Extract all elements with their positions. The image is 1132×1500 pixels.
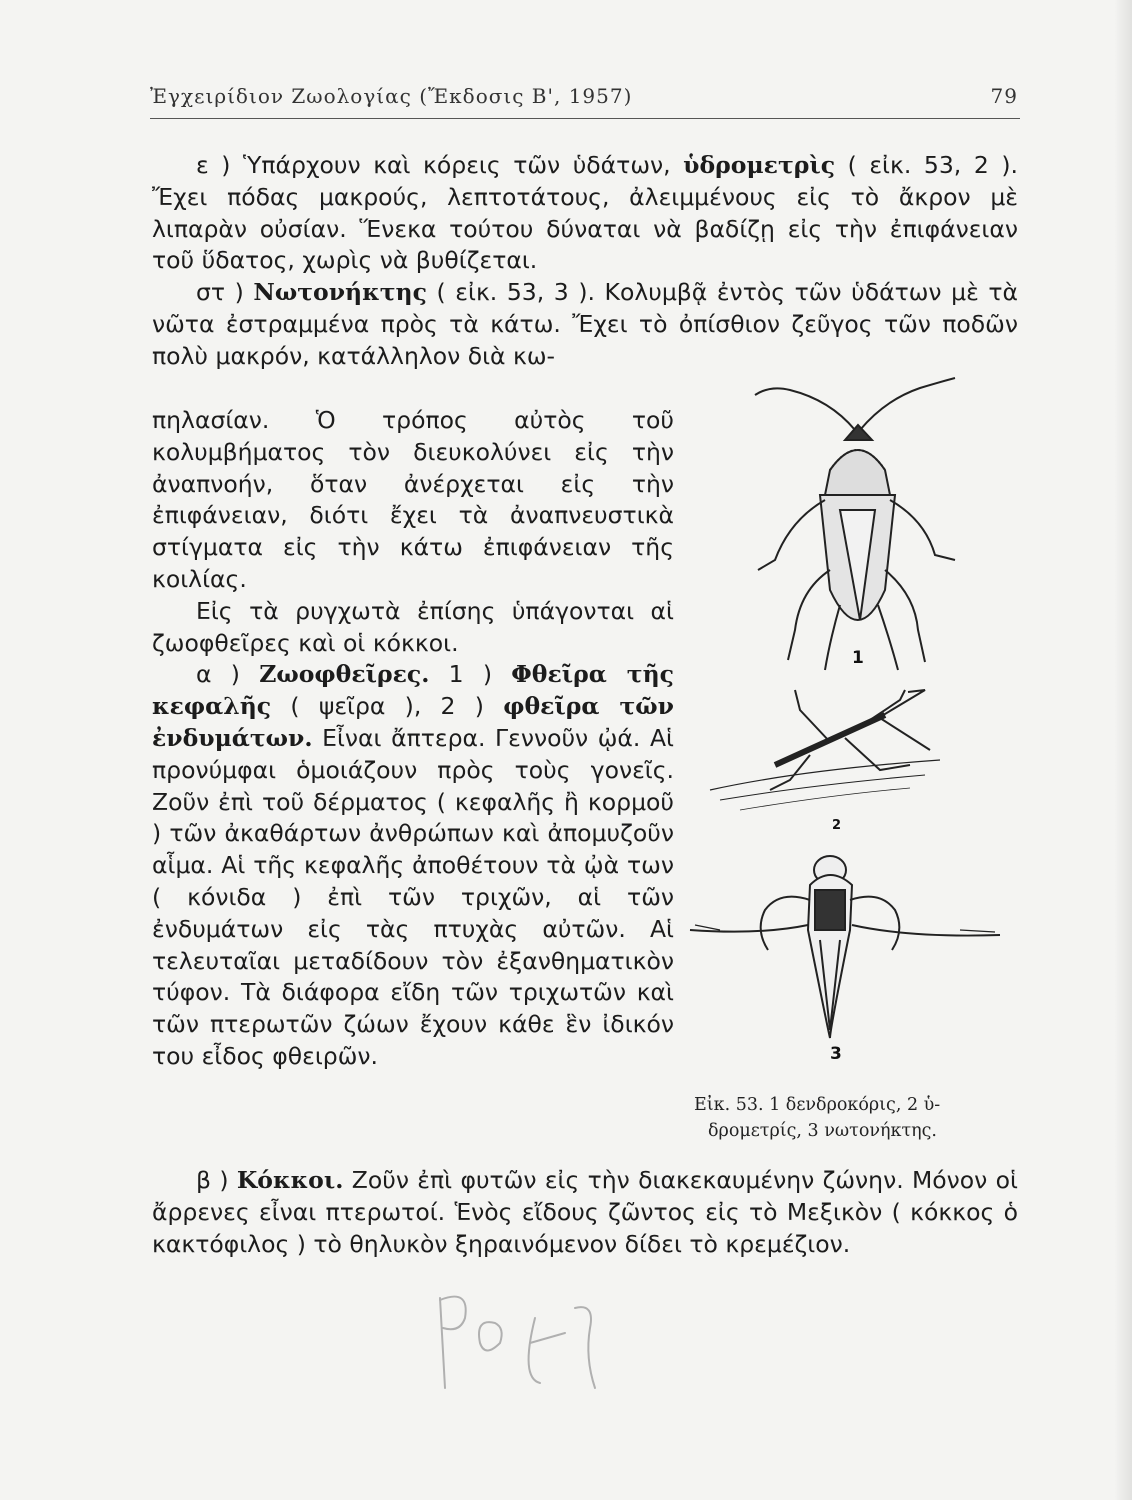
caption-line-2: δρομετρίς, 3 νωτονήκτης. — [708, 1121, 937, 1141]
paragraph-a: α ) Ζωοφθεῖρες. 1 ) Φθεῖρα τῆς κεφαλῆς ( ψεῖρα ), 2 ) φθεῖρα τῶν ἐνδυμάτων. Εἶναι ἄπτερα. Γεννοῦν ᾠά. Αἱ προνύμφαι ὁμοιάζουν πρὸς τοὺς γονεῖς. Ζοῦν ἐπὶ τοῦ δέρματος ( κεφαλῆς ἢ κορμοῦ ) τῶν ἀκαθάρτων ἀνθρώπων καὶ ἀπομυζοῦν αἷμα. Αἱ τῆς κεφαλῆς ἀποθέτουν τὰ ᾠὰ των ( κόνιδα ) ἐπὶ τῶν τριχῶν, αἱ τῶν ἐνδυμάτων εἰς τὰς πτυχὰς αὐτῶν. Αἱ τελευταῖαι μεταδίδουν τὸν ἐξανθηματικὸν τύφον. Τὰ διάφορα εἴδη τῶν τριχωτῶν καὶ τῶν πτερωτῶν ζώων ἔχουν κάθε ἓν ἰδικόν του εἶδος φθειρῶν. — [152, 660, 674, 1070]
running-header — [150, 84, 1020, 114]
paragraph-rynchota: Εἰς τὰ ρυγχωτὰ ἐπίσης ὑπάγονται αἱ ζωοφθεῖρες καὶ οἱ κόκκοι. — [152, 596, 674, 657]
caption-line-1: Εἰκ. 53. 1 δενδροκόρις, 2 ὑ- — [694, 1095, 941, 1115]
paragraph-narrow-column — [152, 405, 674, 1073]
term-notonektis: Νωτονήκτης — [253, 278, 427, 307]
paragraph-e-st-full — [152, 150, 1018, 373]
paragraph-b: β ) Κόκκοι. Ζοῦν ἐπὶ φυτῶν εἰς τὴν διακεκαυμένην ζώνην. Μόνον οἱ ἄρρενες εἶναι πτερωτοί. Ἑνὸς εἴδους ζῶντος εἰς τὸ Μεξικὸν ( κόκκος ὁ κακτόφιλος ) τὸ θηλυκὸν ξηραινόμενον δίδει τὸ κρεμέζιον. — [152, 1166, 1018, 1258]
header-rule — [150, 118, 1020, 119]
term-fthira-kefalis: Φθεῖρα τῆς κεφαλῆς — [152, 660, 674, 721]
page-number: 79 — [990, 84, 1018, 108]
paragraph-st: στ ) Νωτονήκτης ( εἰκ. 53, 3 ). Κολυμβᾷ ἐντὸς τῶν ὑδάτων μὲ τὰ νῶτα ἐστραμμένα πρὸς τὰ κάτω. Ἔχει τὸ ὀπίσθιον ζεῦγος τῶν ποδῶν πολὺ μακρόν, κατάλληλον διὰ κω- — [152, 278, 1018, 370]
book-title: Ἐγχειρίδιον Ζωολογίας (Ἔκδοσις Β', 1957) — [150, 84, 633, 108]
term-kokkoi: Κόκκοι. — [236, 1166, 344, 1194]
paragraph-e: ε ) Ὑπάρχουν καὶ κόρεις τῶν ὑδάτων, ὑδρομετρὶς ( εἰκ. 53, 2 ). Ἔχει πόδας μακρούς, λεπτοτάτους, ἀλειμμένους εἰς τὸ ἄκρον μὲ λιπαρὰν οὐσίαν. Ἕνεκα τούτου δύναται νὰ βαδίζῃ εἰς τὴν ἐπιφάνειαν τοῦ ὕδατος, χωρὶς νὰ βυθίζεται. — [152, 151, 1018, 275]
page-edge-shadow — [1114, 0, 1132, 1500]
insect-hydrometris — [710, 690, 940, 810]
term-fthira-endymaton: φθεῖρα τῶν ἐνδυμάτων. — [152, 692, 674, 752]
insect-illustrations — [680, 370, 1020, 1090]
figure-caption — [694, 1092, 1014, 1144]
paragraph-st-cont: πηλασίαν. Ὁ τρόπος αὐτὸς τοῦ κολυμβήματος τὸν διευκολύνει εἰς τὴν ἀναπνοήν, ὅταν ἀνέρχεται εἰς τὴν ἐπιφάνειαν, διότι ἔχει τὰ ἀναπνευστικὰ στίγματα εἰς τὴν κάτω ἐπιφάνειαν τῆς κοιλίας. — [152, 406, 674, 593]
insect-dendrokoris — [755, 378, 955, 670]
figure-53 — [680, 370, 1020, 1090]
figure-label-3: 3 — [830, 1044, 842, 1064]
figure-label-2: 2 — [832, 818, 842, 833]
handwritten-note — [425, 1288, 625, 1408]
figure-label-1: 1 — [852, 648, 864, 668]
term-hydrometris: ὑδρομετρὶς — [683, 151, 836, 179]
term-zoofthires: Ζωοφθεῖρες. — [259, 660, 430, 689]
insect-notonektis — [690, 856, 1000, 1038]
